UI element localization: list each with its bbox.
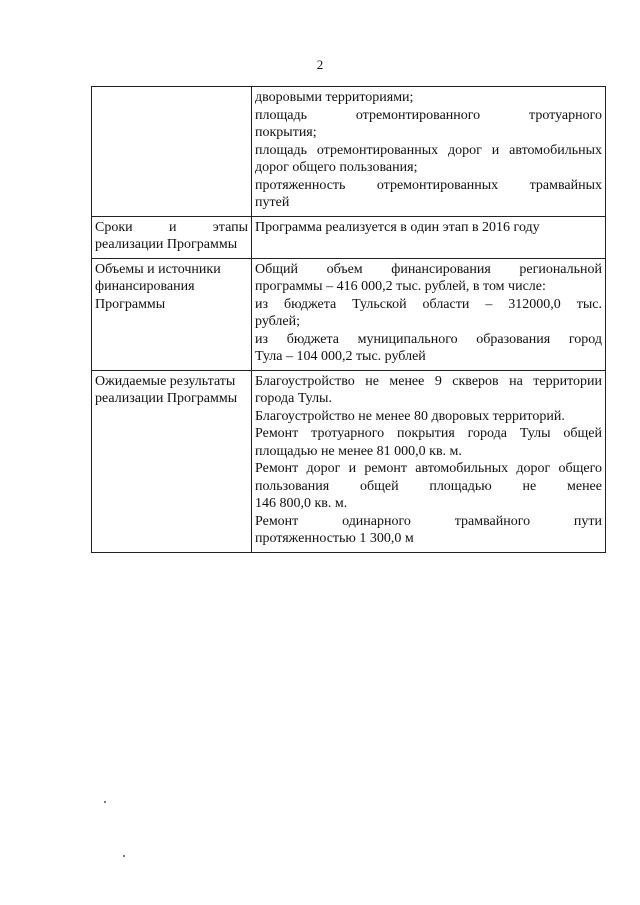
row-label-line: Сроки и этапы	[95, 219, 248, 235]
row-content-line: из бюджета муниципального образования город	[255, 331, 602, 347]
row-label-line: финансирования	[95, 279, 195, 294]
scan-speck	[123, 855, 125, 857]
program-passport-table	[91, 86, 606, 553]
row-content-line: площадь отремонтированных дорог и автомобильных	[255, 142, 602, 158]
row-content-line: площадью не менее 81 000,0 кв. м.	[255, 443, 462, 459]
row-label-cell	[92, 87, 252, 217]
row-content-line: из бюджета Тульской области – 312000,0 тыс.	[255, 296, 602, 312]
row-label-line: Объемы и источники	[95, 261, 221, 277]
row-content-line: покрытия;	[255, 125, 317, 140]
row-content-line: площадь отремонтированного тротуарного	[255, 107, 602, 123]
row-content-line: пользования общей площадью не менее	[255, 478, 602, 494]
row-content-cell	[252, 87, 606, 217]
scan-speck	[104, 801, 106, 803]
row-content-line: Благоустройство не менее 80 дворовых территорий.	[255, 408, 565, 424]
table-row	[92, 216, 606, 258]
row-label-line: Программы	[95, 296, 166, 312]
row-label-cell	[92, 216, 252, 258]
row-content-line: Программа реализуется в один этап в 2016 году	[255, 219, 540, 235]
row-content-line: рублей;	[255, 314, 300, 329]
table-row	[92, 87, 606, 217]
row-content-line: Ремонт тротуарного покрытия города Тулы общей	[255, 426, 602, 441]
table-row	[92, 370, 606, 552]
row-content-line: программы – 416 000,2 тыс. рублей, в том числе:	[255, 279, 546, 294]
row-content-line: протяженность отремонтированных трамвайных	[255, 177, 602, 193]
row-content-line: протяженностью 1 300,0 м	[255, 531, 414, 546]
row-content-line: города Тулы.	[255, 391, 332, 406]
row-content-cell	[252, 216, 606, 258]
row-label-line: Ожидаемые результаты	[95, 373, 236, 389]
row-content-line: Тула – 104 000,2 тыс. рублей	[255, 349, 426, 364]
row-content-cell	[252, 258, 606, 370]
table-row	[92, 258, 606, 370]
row-content-line: путей	[255, 195, 290, 210]
row-content-line: Общий объем финансирования региональной	[255, 261, 602, 277]
table-body	[92, 87, 606, 553]
row-label-cell	[92, 258, 252, 370]
row-content-line: Ремонт дорог и ремонт автомобильных дорог общего	[255, 461, 602, 476]
row-content-line: 146 800,0 кв. м.	[255, 496, 348, 511]
row-content-line: дорог общего пользования;	[255, 160, 418, 175]
row-label-line: реализации Программы	[95, 237, 238, 252]
row-label-line: реализации Программы	[95, 391, 238, 406]
row-content-line: Ремонт одинарного трамвайного пути	[255, 513, 602, 529]
row-label-cell	[92, 370, 252, 552]
row-content-line: Благоустройство не менее 9 скверов на территории	[255, 373, 602, 389]
row-content-cell	[252, 370, 606, 552]
page-number: 2	[316, 57, 324, 72]
row-content-line: дворовыми территориями;	[255, 90, 414, 105]
